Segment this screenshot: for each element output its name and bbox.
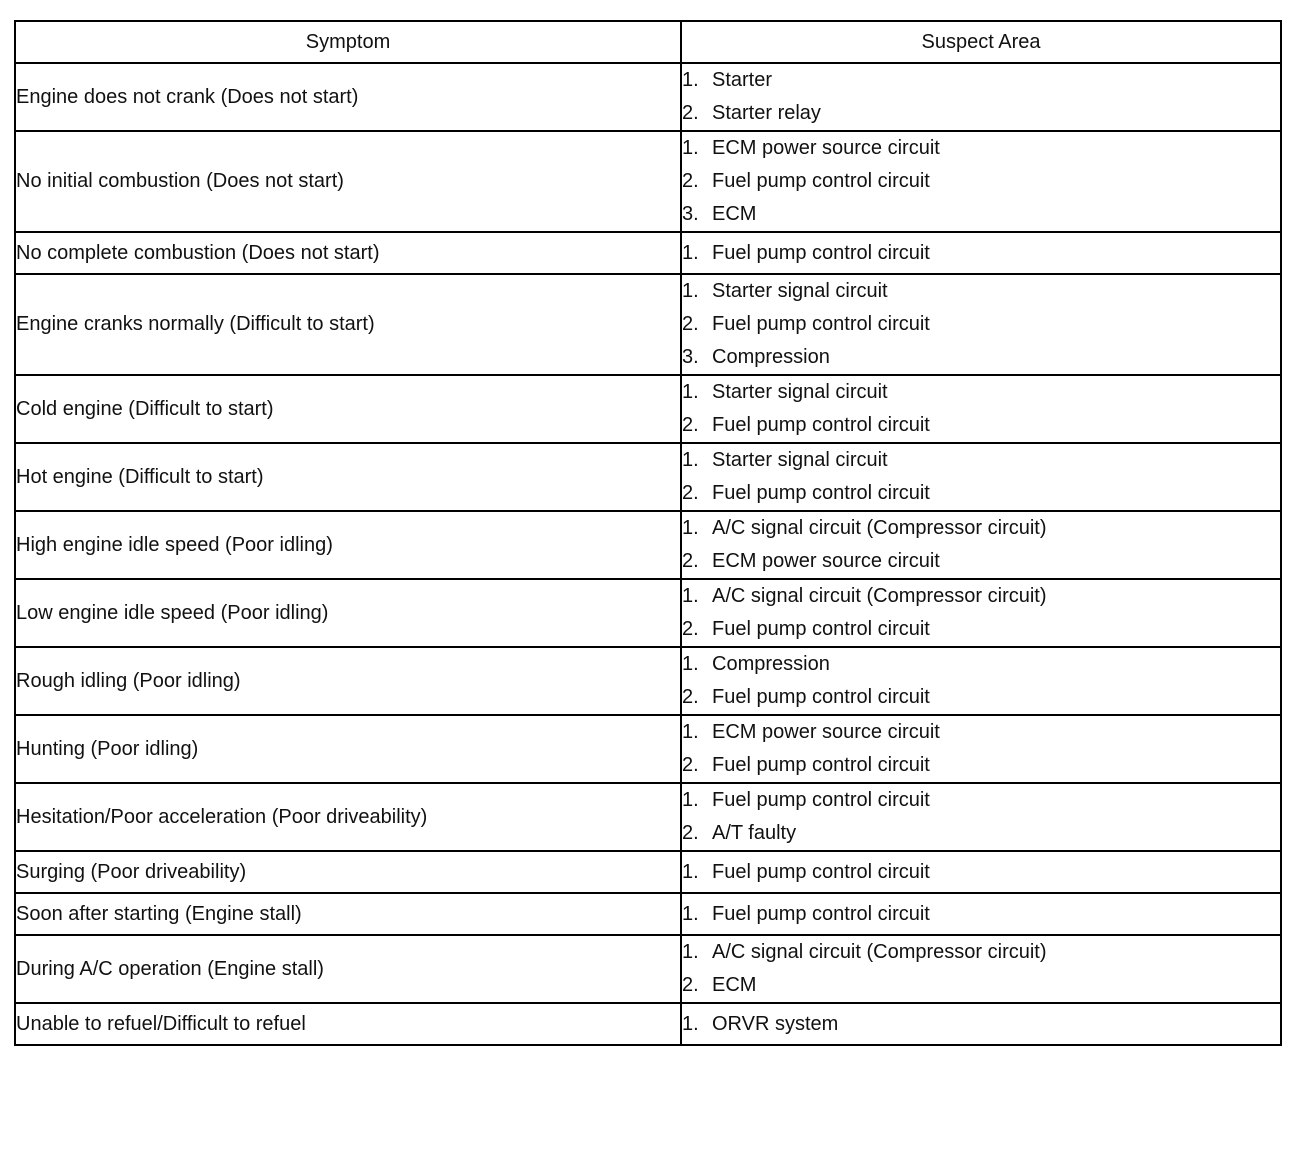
suspect-item-number: 2. <box>682 618 699 640</box>
suspect-item-text: Fuel pump control circuit <box>712 313 930 335</box>
table-row <box>15 715 1281 783</box>
suspect-item-text: Compression <box>712 346 830 368</box>
suspect-item <box>682 716 1280 749</box>
suspect-item-text: Starter relay <box>712 102 821 124</box>
suspect-area-cell <box>681 511 1281 579</box>
suspect-item <box>682 237 1280 270</box>
suspect-item <box>682 580 1280 613</box>
suspect-item-text: Compression <box>712 653 830 675</box>
suspect-item-number: 2. <box>682 754 699 776</box>
suspect-item-text: Starter <box>712 69 773 91</box>
suspect-item-text: Fuel pump control circuit <box>712 618 930 640</box>
suspect-area-cell <box>681 63 1281 131</box>
table-row <box>15 274 1281 375</box>
suspect-item-number: 1. <box>682 137 699 159</box>
table-row <box>15 375 1281 443</box>
suspect-item <box>682 308 1280 341</box>
suspect-item <box>682 409 1280 442</box>
table-body <box>15 63 1281 1045</box>
suspect-item <box>682 477 1280 510</box>
symptom-cell: Hunting (Poor idling) <box>15 715 681 783</box>
header-row <box>15 21 1281 63</box>
suspect-item-number: 1. <box>682 789 699 811</box>
suspect-item-number: 2. <box>682 822 699 844</box>
suspect-item-number: 1. <box>682 517 699 539</box>
suspect-item <box>682 545 1280 578</box>
suspect-item-text: Fuel pump control circuit <box>712 754 930 776</box>
symptom-cell: Engine does not crank (Does not start) <box>15 63 681 131</box>
symptom-header: Symptom <box>15 21 681 63</box>
suspect-item <box>682 969 1280 1002</box>
suspect-item-number: 1. <box>682 585 699 607</box>
suspect-item <box>682 1008 1280 1041</box>
suspect-area-cell <box>681 783 1281 851</box>
table-row <box>15 893 1281 935</box>
table-row <box>15 1003 1281 1045</box>
symptom-cell: Low engine idle speed (Poor idling) <box>15 579 681 647</box>
suspect-item-text: ORVR system <box>712 1012 839 1035</box>
suspect-item <box>682 97 1280 130</box>
suspect-item-text: A/C signal circuit (Compressor circuit) <box>712 941 1047 963</box>
suspect-item-number: 3. <box>682 203 699 225</box>
suspect-item-text: ECM <box>712 203 757 225</box>
suspect-item-number: 1. <box>682 860 699 883</box>
table-row <box>15 232 1281 274</box>
suspect-item-number: 2. <box>682 550 699 572</box>
suspect-item <box>682 64 1280 97</box>
suspect-area-cell <box>681 232 1281 274</box>
suspect-item-number: 1. <box>682 449 699 471</box>
symptom-cell: During A/C operation (Engine stall) <box>15 935 681 1003</box>
suspect-item-text: Fuel pump control circuit <box>712 789 930 811</box>
suspect-item <box>682 681 1280 714</box>
suspect-item-text: Fuel pump control circuit <box>712 686 930 708</box>
suspect-area-cell <box>681 851 1281 893</box>
suspect-item <box>682 613 1280 646</box>
suspect-item-number: 1. <box>682 69 699 91</box>
suspect-item-number: 2. <box>682 482 699 504</box>
suspect-area-cell <box>681 443 1281 511</box>
suspect-item-text: Starter signal circuit <box>712 381 888 403</box>
suspect-area-cell <box>681 647 1281 715</box>
suspect-item-text: ECM power source circuit <box>712 137 940 159</box>
suspect-item-number: 2. <box>682 974 699 996</box>
suspect-item <box>682 648 1280 681</box>
suspect-item-text: Fuel pump control circuit <box>712 241 930 264</box>
suspect-item-text: Starter signal circuit <box>712 280 888 302</box>
suspect-item <box>682 376 1280 409</box>
suspect-item-number: 2. <box>682 313 699 335</box>
symptom-table <box>14 20 1282 1046</box>
suspect-item-text: ECM power source circuit <box>712 550 940 572</box>
suspect-item-number: 1. <box>682 1012 699 1035</box>
symptom-cell: No complete combustion (Does not start) <box>15 232 681 274</box>
table-row <box>15 511 1281 579</box>
suspect-item-number: 3. <box>682 346 699 368</box>
suspect-area-cell <box>681 375 1281 443</box>
suspect-item-text: A/C signal circuit (Compressor circuit) <box>712 517 1047 539</box>
suspect-item-text: ECM power source circuit <box>712 721 940 743</box>
symptom-cell: Unable to refuel/Difficult to refuel <box>15 1003 681 1045</box>
suspect-area-cell <box>681 1003 1281 1045</box>
table-row <box>15 579 1281 647</box>
symptom-cell: Engine cranks normally (Difficult to start) <box>15 274 681 375</box>
suspect-item <box>682 275 1280 308</box>
suspect-item <box>682 898 1280 931</box>
suspect-item-text: Fuel pump control circuit <box>712 860 930 883</box>
suspect-item <box>682 784 1280 817</box>
symptom-cell: Soon after starting (Engine stall) <box>15 893 681 935</box>
suspect-area-cell <box>681 579 1281 647</box>
suspect-item-text: Starter signal circuit <box>712 449 888 471</box>
suspect-area-cell <box>681 935 1281 1003</box>
table-row <box>15 63 1281 131</box>
symptom-cell: Hesitation/Poor acceleration (Poor driveability) <box>15 783 681 851</box>
suspect-area-cell <box>681 131 1281 232</box>
symptom-cell: Hot engine (Difficult to start) <box>15 443 681 511</box>
table-row <box>15 783 1281 851</box>
suspect-area-cell <box>681 715 1281 783</box>
suspect-item <box>682 856 1280 889</box>
table-row <box>15 443 1281 511</box>
suspect-item <box>682 444 1280 477</box>
suspect-item-number: 1. <box>682 381 699 403</box>
suspect-item-number: 1. <box>682 241 699 264</box>
table-row <box>15 131 1281 232</box>
suspect-item-text: A/T faulty <box>712 822 797 844</box>
suspect-item-text: Fuel pump control circuit <box>712 902 930 925</box>
suspect-area-header: Suspect Area <box>681 21 1281 63</box>
table-row <box>15 851 1281 893</box>
suspect-item <box>682 749 1280 782</box>
suspect-item <box>682 132 1280 165</box>
symptom-cell: Cold engine (Difficult to start) <box>15 375 681 443</box>
suspect-item <box>682 936 1280 969</box>
suspect-item <box>682 512 1280 545</box>
table-row <box>15 935 1281 1003</box>
suspect-item-number: 1. <box>682 280 699 302</box>
suspect-item-text: ECM <box>712 974 757 996</box>
suspect-item-text: Fuel pump control circuit <box>712 414 930 436</box>
suspect-item-number: 2. <box>682 686 699 708</box>
symptom-cell: No initial combustion (Does not start) <box>15 131 681 232</box>
suspect-item-number: 1. <box>682 941 699 963</box>
table-row <box>15 647 1281 715</box>
suspect-item <box>682 341 1280 374</box>
suspect-item <box>682 817 1280 850</box>
suspect-item-number: 2. <box>682 102 699 124</box>
suspect-item-text: Fuel pump control circuit <box>712 482 930 504</box>
symptom-cell: Surging (Poor driveability) <box>15 851 681 893</box>
symptom-cell: High engine idle speed (Poor idling) <box>15 511 681 579</box>
suspect-item <box>682 198 1280 231</box>
suspect-item-text: A/C signal circuit (Compressor circuit) <box>712 585 1047 607</box>
suspect-item-number: 1. <box>682 653 699 675</box>
symptom-cell: Rough idling (Poor idling) <box>15 647 681 715</box>
suspect-item-number: 1. <box>682 721 699 743</box>
suspect-area-cell <box>681 893 1281 935</box>
suspect-item <box>682 165 1280 198</box>
suspect-item-text: Fuel pump control circuit <box>712 170 930 192</box>
suspect-area-cell <box>681 274 1281 375</box>
suspect-item-number: 2. <box>682 414 699 436</box>
suspect-item-number: 2. <box>682 170 699 192</box>
suspect-item-number: 1. <box>682 902 699 925</box>
